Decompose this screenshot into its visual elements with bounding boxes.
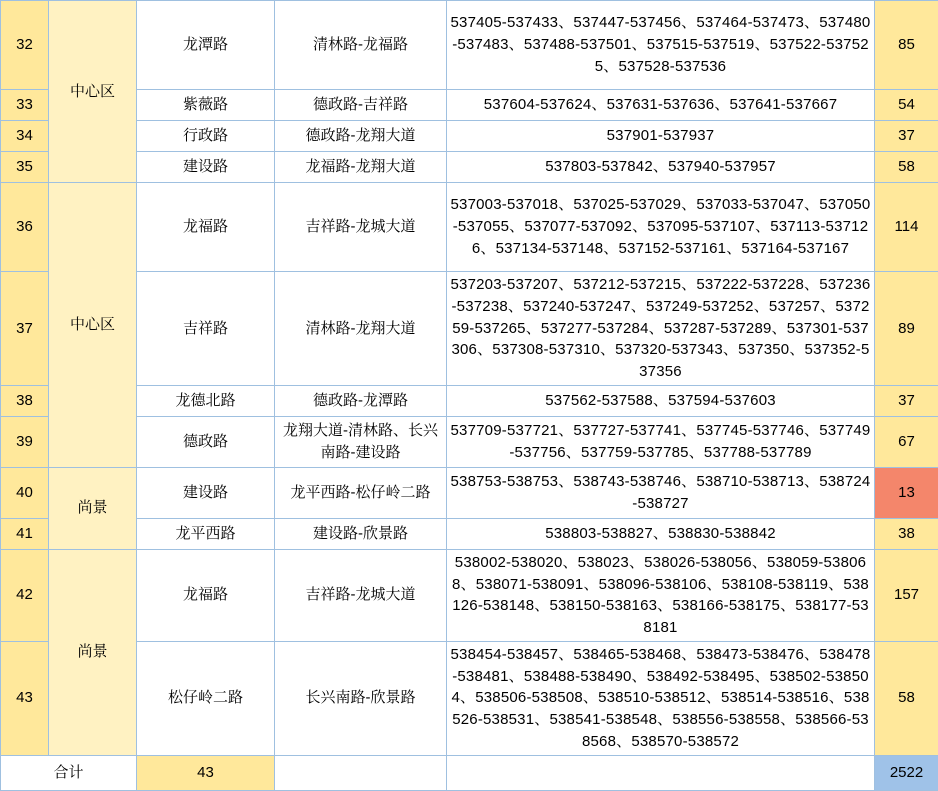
road-segment-cell: 龙翔大道-清林路、长兴南路-建设路 xyxy=(275,416,447,467)
number-ranges-cell: 538002-538020、538023、538026-538056、538059-538068、538071-538091、538096-538106、538108-538119、538126-538148、538150-538163、538166-538175、538177-538181 xyxy=(447,549,875,641)
road-segment-cell: 吉祥路-龙城大道 xyxy=(275,183,447,272)
number-ranges-cell: 537709-537721、537727-537741、537745-537746、537749-537756、537759-537785、537788-537789 xyxy=(447,416,875,467)
number-ranges-cell: 538454-538457、538465-538468、538473-538476、538478-538481、538488-538490、538492-538495、538502-538504、538506-538508、538510-538512、538514-538516、538526-538531、538541-538548、538556-538558、538566-538568、538570-538572 xyxy=(447,641,875,755)
table-row xyxy=(1,641,938,755)
total-blank-range-cell xyxy=(447,755,875,790)
area-cell: 中心区 xyxy=(49,1,137,183)
road-name-cell: 紫薇路 xyxy=(137,90,275,121)
road-name-cell: 行政路 xyxy=(137,121,275,152)
road-name-cell: 龙潭路 xyxy=(137,1,275,90)
table-row xyxy=(1,183,938,272)
count-cell: 37 xyxy=(875,385,938,416)
area-cell: 尚景 xyxy=(49,467,137,549)
number-ranges-cell: 537604-537624、537631-537636、537641-537667 xyxy=(447,90,875,121)
row-index-cell: 33 xyxy=(1,90,49,121)
road-segment-cell: 长兴南路-欣景路 xyxy=(275,641,447,755)
row-index-cell: 32 xyxy=(1,1,49,90)
count-cell: 54 xyxy=(875,90,938,121)
total-label-cell: 合计 xyxy=(1,755,137,790)
count-cell: 37 xyxy=(875,121,938,152)
number-ranges-cell: 537803-537842、537940-537957 xyxy=(447,152,875,183)
number-ranges-cell: 537562-537588、537594-537603 xyxy=(447,385,875,416)
row-index-cell: 35 xyxy=(1,152,49,183)
row-index-cell: 37 xyxy=(1,272,49,386)
number-ranges-cell: 538753-538753、538743-538746、538710-538713、538724-538727 xyxy=(447,467,875,518)
row-index-cell: 34 xyxy=(1,121,49,152)
row-index-cell: 36 xyxy=(1,183,49,272)
row-index-cell: 43 xyxy=(1,641,49,755)
table-row xyxy=(1,152,938,183)
road-name-cell: 建设路 xyxy=(137,467,275,518)
road-name-cell: 龙福路 xyxy=(137,183,275,272)
road-name-cell: 吉祥路 xyxy=(137,272,275,386)
row-index-cell: 42 xyxy=(1,549,49,641)
count-cell: 157 xyxy=(875,549,938,641)
table-row xyxy=(1,1,938,90)
road-segment-cell: 建设路-欣景路 xyxy=(275,518,447,549)
road-name-cell: 松仔岭二路 xyxy=(137,641,275,755)
table-row xyxy=(1,121,938,152)
road-name-cell: 建设路 xyxy=(137,152,275,183)
count-cell: 58 xyxy=(875,641,938,755)
road-segment-cell: 龙平西路-松仔岭二路 xyxy=(275,467,447,518)
road-segment-cell: 吉祥路-龙城大道 xyxy=(275,549,447,641)
total-sum-cell: 2522 xyxy=(875,755,938,790)
table-row xyxy=(1,549,938,641)
road-name-cell: 德政路 xyxy=(137,416,275,467)
road-name-cell: 龙德北路 xyxy=(137,385,275,416)
road-segment-cell: 清林路-龙翔大道 xyxy=(275,272,447,386)
total-blank-segment-cell xyxy=(275,755,447,790)
total-row xyxy=(1,755,938,790)
number-ranges-cell: 537901-537937 xyxy=(447,121,875,152)
number-ranges-cell: 537405-537433、537447-537456、537464-537473、537480-537483、537488-537501、537515-537519、537522-537525、537528-537536 xyxy=(447,1,875,90)
count-cell: 38 xyxy=(875,518,938,549)
number-ranges-cell: 538803-538827、538830-538842 xyxy=(447,518,875,549)
table-body xyxy=(1,1,938,791)
row-index-cell: 40 xyxy=(1,467,49,518)
count-cell: 13 xyxy=(875,467,938,518)
total-road-count-cell: 43 xyxy=(137,755,275,790)
table-row xyxy=(1,467,938,518)
road-segment-cell: 德政路-龙潭路 xyxy=(275,385,447,416)
table-row xyxy=(1,416,938,467)
road-segment-cell: 德政路-龙翔大道 xyxy=(275,121,447,152)
road-name-cell: 龙平西路 xyxy=(137,518,275,549)
road-name-cell: 龙福路 xyxy=(137,549,275,641)
area-cell: 尚景 xyxy=(49,549,137,755)
count-cell: 114 xyxy=(875,183,938,272)
row-index-cell: 39 xyxy=(1,416,49,467)
table-row xyxy=(1,385,938,416)
road-segment-cell: 龙福路-龙翔大道 xyxy=(275,152,447,183)
table-row xyxy=(1,272,938,386)
table-row xyxy=(1,518,938,549)
count-cell: 89 xyxy=(875,272,938,386)
number-ranges-cell: 537003-537018、537025-537029、537033-537047、537050-537055、537077-537092、537095-537107、537113-537126、537134-537148、537152-537161、537164-537167 xyxy=(447,183,875,272)
road-segment-cell: 德政路-吉祥路 xyxy=(275,90,447,121)
area-cell: 中心区 xyxy=(49,183,137,468)
row-index-cell: 41 xyxy=(1,518,49,549)
row-index-cell: 38 xyxy=(1,385,49,416)
number-ranges-cell: 537203-537207、537212-537215、537222-537228、537236-537238、537240-537247、537249-537252、537257、537259-537265、537277-537284、537287-537289、537301-537306、537308-537310、537320-537343、537350、537352-537356 xyxy=(447,272,875,386)
count-cell: 85 xyxy=(875,1,938,90)
road-segment-cell: 清林路-龙福路 xyxy=(275,1,447,90)
count-cell: 67 xyxy=(875,416,938,467)
table-row xyxy=(1,90,938,121)
count-cell: 58 xyxy=(875,152,938,183)
